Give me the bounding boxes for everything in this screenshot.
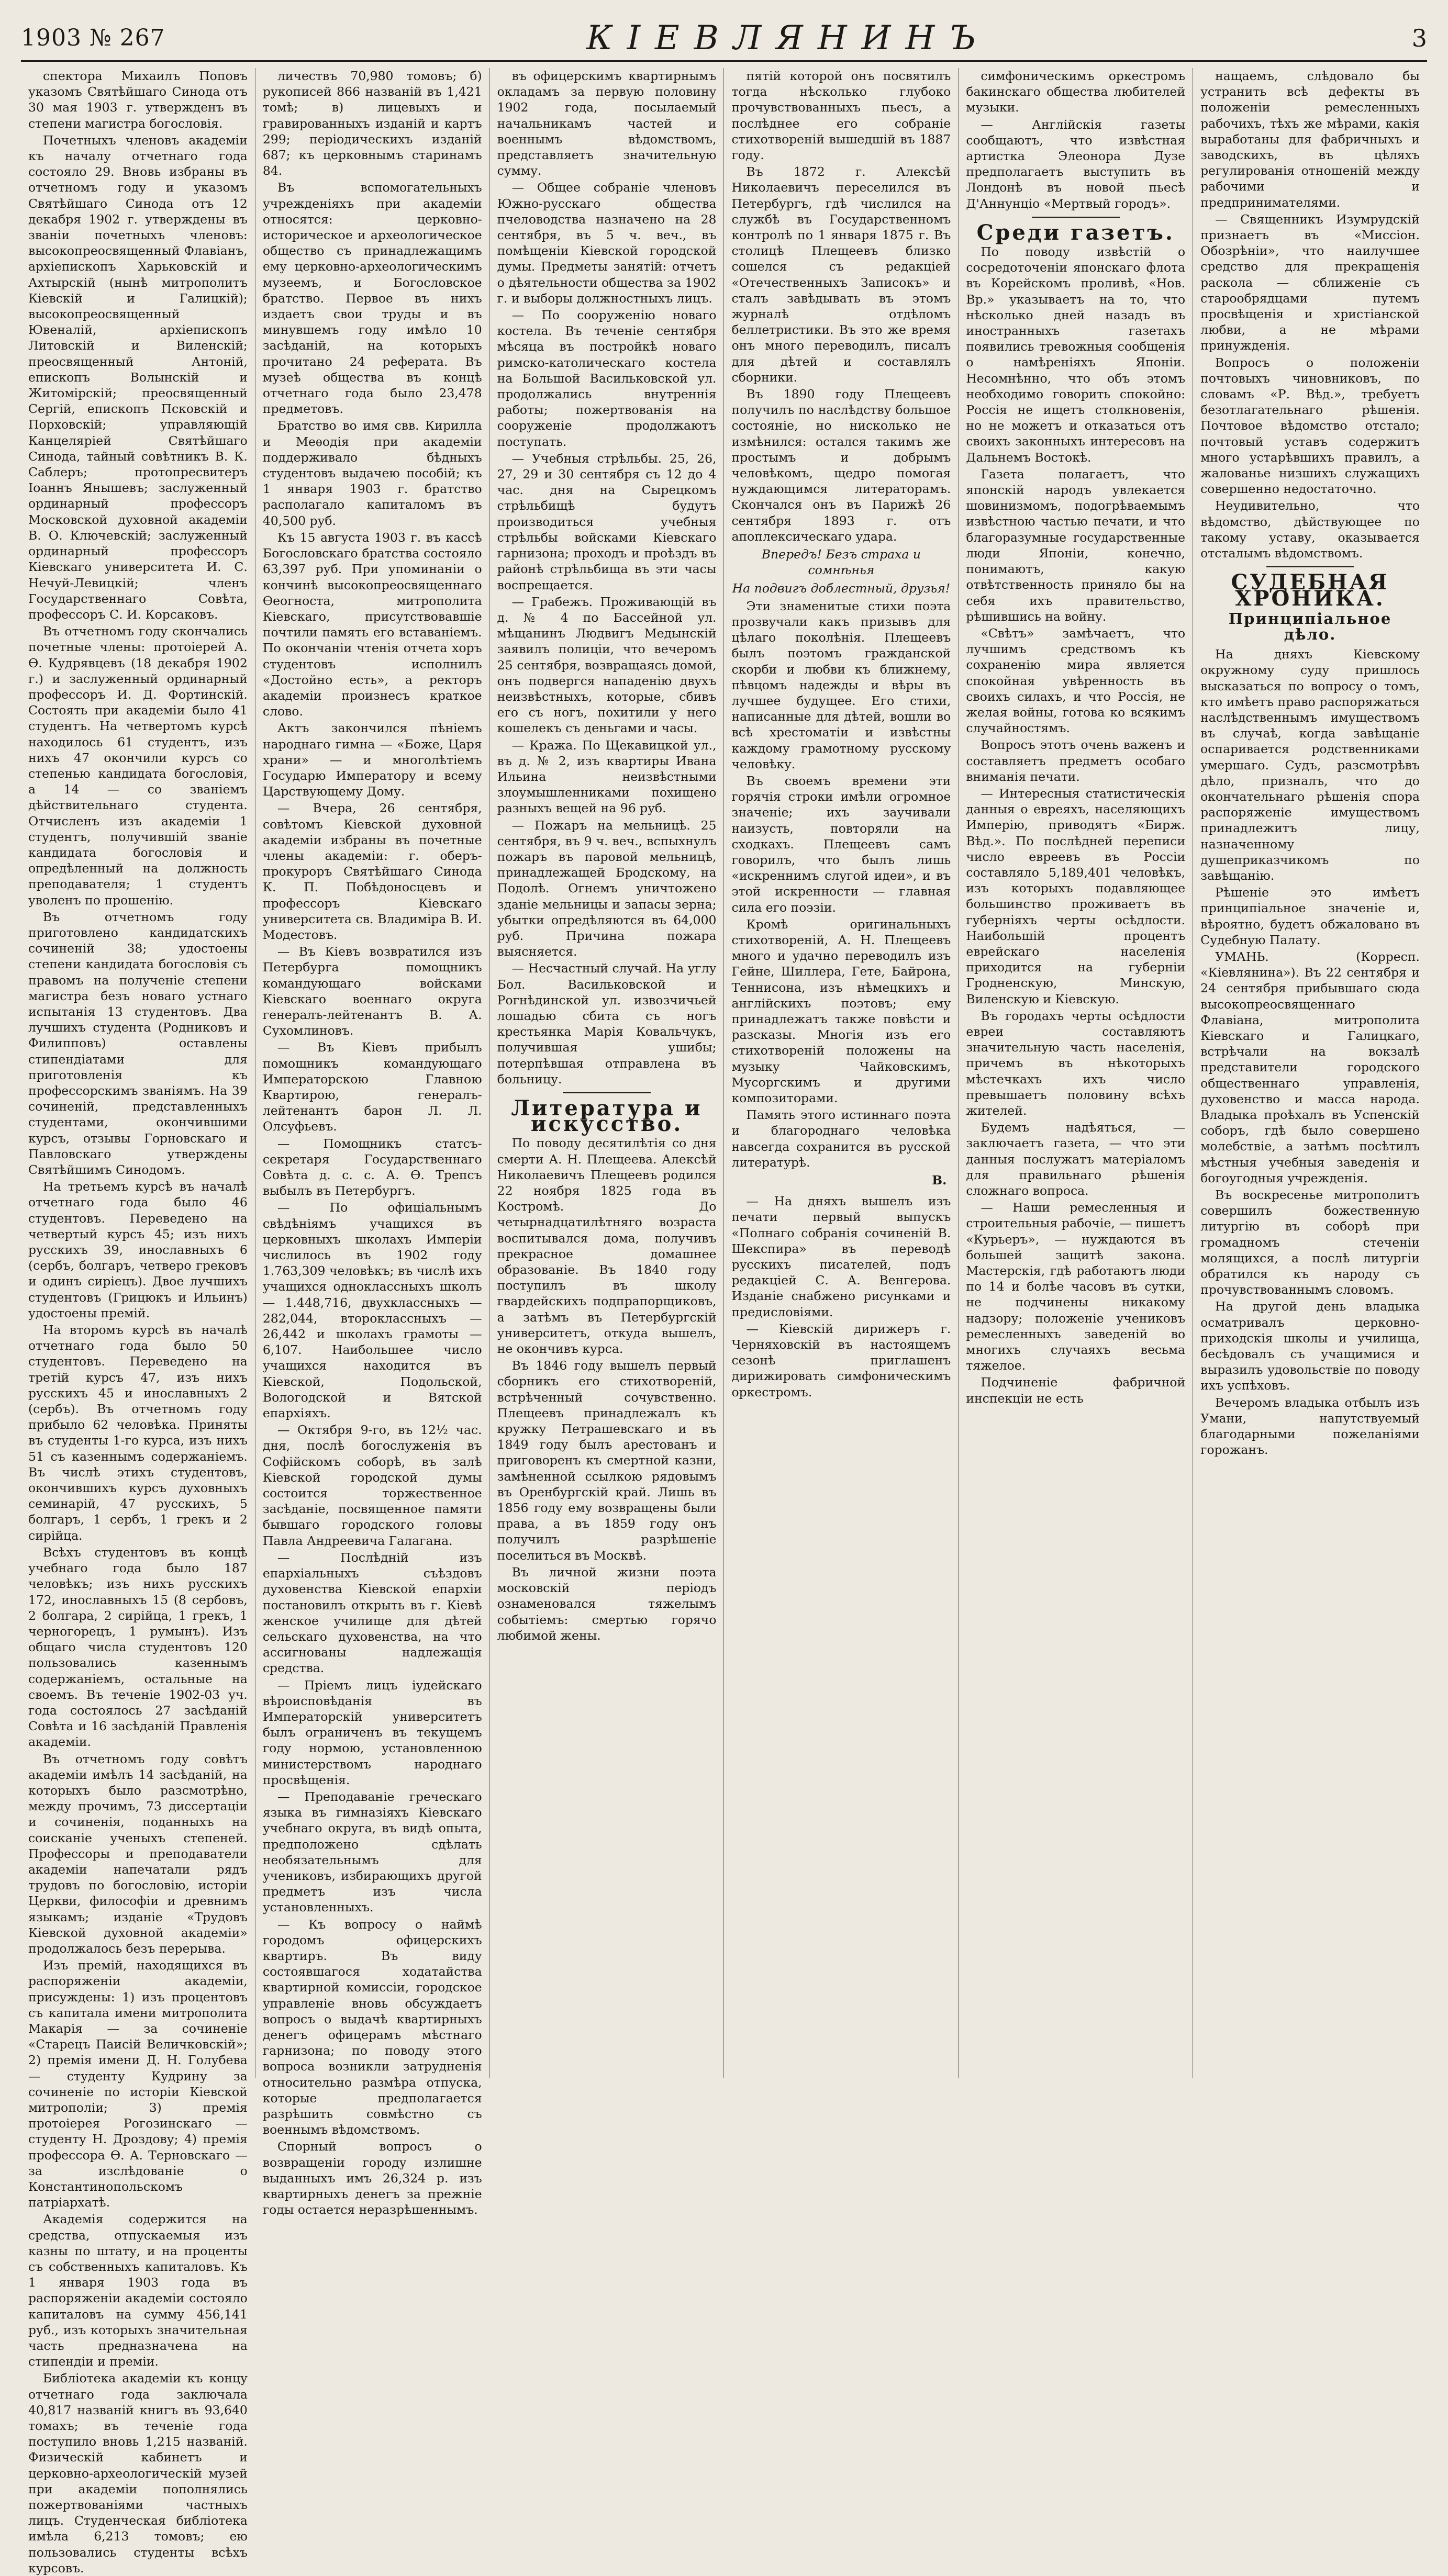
page-number: 3 xyxy=(1411,24,1427,52)
article-paragraph: — Общее собраніе членовъ Южно-русскаго общества пчеловодства назначено на 28 сентября, въ 5 ч. веч., въ помѣщеніи Кіевской городской думы. Предметы занятій: отчетъ о дѣятельности общества за 1902 г. и выборы должностныхъ лицъ. xyxy=(497,180,717,306)
article-paragraph: Въ 1890 году Плещеевъ получилъ по наслѣдству большое состояніе, но нисколько не измѣнился: остался такимъ же простымъ и добрымъ человѣкомъ, щедро помогая нуждающимся литераторамъ. Скончался онъ въ Парижѣ 26 сентября 1893 г. отъ апоплексическаго удара. xyxy=(731,387,951,544)
article-paragraph: Спорный вопросъ о возвращеніи городу излишне выданныхъ имъ 26,324 р. изъ квартирныхъ денегъ за прежніе годы остается неразрѣшеннымъ. xyxy=(262,2139,482,2217)
article-paragraph: Въ отчетномъ году совѣтъ академіи имѣлъ 14 засѣданій, на которыхъ было разсмотрѣно, между прочимъ, 73 диссертаціи и сочиненія, поданныхъ на соисканіе ученыхъ степеней. Профессоры и преподаватели академіи напечатали рядъ трудовъ по богословію, исторіи Церкви, философіи и древнимъ языкамъ; изданіе «Трудовъ Кіевской духовной академіи» продолжалось безъ перерыва. xyxy=(28,1751,248,1956)
article-paragraph: — На дняхъ вышелъ изъ печати первый выпускъ «Полнаго собранія сочиненій В. Шекспира» въ переводѣ русскихъ писателей, подъ редакціей С. А. Венгерова. Изданіе снабжено рисунками и предисловіями. xyxy=(731,1194,951,1319)
article-paragraph: — Преподаваніе греческаго языка въ гимназіяхъ Кіевскаго учебнаго округа, въ видѣ опыта, предположено сдѣлать необязательнымъ для учениковъ, избирающихъ другой предметъ изъ числа установленныхъ. xyxy=(262,1789,482,1915)
article-paragraph: Память этого истиннаго поэта и благороднаго человѣка навсегда сохранится въ русской литературѣ. xyxy=(731,1107,951,1170)
article-paragraph: — Къ вопросу о наймѣ городомъ офицерскихъ квартиръ. Въ виду состоявшагося ходатайства квартирной комиссіи, городское управленіе вновь обсуждаетъ вопросъ о выдачѣ квартирныхъ денегъ офицерамъ мѣстнаго гарнизона; по поводу этого вопроса возникли затрудненія относительно размѣра отпуска, которые предполагается разрѣшить совмѣстно съ военнымъ вѣдомствомъ. xyxy=(262,1917,482,2137)
article-paragraph: — Священникъ Изумрудскій признаетъ въ «Миссіон. Обозрѣніи», что наилучшее средство для прекращенія раскола — сближеніе съ старообрядцами путемъ просвѣщенія и христіанской любви, а не мѣрами принужденія. xyxy=(1200,211,1420,353)
section-heading: СУДЕБНАЯ ХРОНИКА. xyxy=(1231,570,1389,611)
article-paragraph: Въ вспомогательныхъ учрежденіяхъ при академіи относятся: церковно-историческое и археологическое общество съ принадлежащимъ ему церковно-археологическимъ музеемъ, и Богословское братство. Первое въ нихъ издаетъ свои труды и въ минувшемъ году имѣло 10 засѣданій, на которыхъ прочитано 24 реферата. Въ музеѣ общества въ концѣ отчетнаго года было 23,478 предметовъ. xyxy=(262,180,482,417)
article-paragraph: «Свѣтъ» замѣчаетъ, что лучшимъ средствомъ къ сохраненію мира является спокойная увѣренность въ своихъ силахъ, и что Россія, не желая войны, готова ко всякимъ случайностямъ. xyxy=(966,625,1186,736)
article-paragraph: Будемъ надѣяться, — заключаетъ газета, — что эти данныя послужатъ матеріаломъ для правильнаго рѣшенія сложнаго вопроса. xyxy=(966,1120,1186,1199)
article-paragraph: На третьемъ курсѣ въ началѣ отчетнаго года было 46 студентовъ. Переведено на четвертый курсъ 45; изъ нихъ русскихъ 39, инославныхъ 6 (сербъ, болгаръ, четверо грековъ и одинъ сиріецъ). Двое лучшихъ студентовъ (Грицюкъ и Ильинъ) удостоены премій. xyxy=(28,1179,248,1320)
column-5 xyxy=(959,68,1193,2078)
article-paragraph: личествъ 70,980 томовъ; б) рукописей 866 названій въ 1,421 томѣ; в) лицевыхъ и гравированныхъ изданій и картъ 299; періодическихъ изданій 687; къ церковнымъ старинамъ 84. xyxy=(262,69,482,178)
article-paragraph: — Интересныя статистическія данныя о евреяхъ, населяющихъ Имперію, приводятъ «Бирж. Вѣд.». По послѣдней переписи число евреевъ въ Россіи составляло 5,189,401 человѣкъ, изъ которыхъ подавляющее большинство проживаетъ въ губерніяхъ черты осѣдлости. Наибольшій процентъ еврейскаго населенія приходится на губерніи Гродненскую, Минскую, Виленскую и Кіевскую. xyxy=(966,786,1186,1006)
column-3 xyxy=(490,68,725,2078)
masthead xyxy=(21,16,1427,62)
article-paragraph: Въ воскресенье митрополитъ совершилъ божественную литургію въ соборѣ при громадномъ стеченіи молящихся, а послѣ литургіи обратился къ народу съ прочувствованнымъ словомъ. xyxy=(1200,1188,1420,1297)
article-paragraph: Библіотека академіи къ концу отчетнаго года заключала 40,817 названій книгъ въ 93,640 томахъ; въ теченіе года поступило вновь 1,215 названій. Физическій кабинетъ и церковно-археологическій музей при академіи пополнялись пожертвованіями частныхъ лицъ. Студенческая библіотека имѣла 6,213 томовъ; ею пользовались студенты всѣхъ курсовъ. xyxy=(28,2371,248,2575)
article-paragraph: — Въ Кіевъ прибылъ помощникъ командующаго Императорскою Главною Квартирою, генералъ-лейтенантъ барон Л. Л. Олсуфьевъ. xyxy=(262,1040,482,1134)
article-paragraph: — Кіевскій дирижеръ г. Черняховскій въ настоящемъ сезонѣ приглашенъ дирижировать симфоническимъ оркестромъ. xyxy=(731,1321,951,1399)
article-paragraph: Вопросъ о положеніи почтовыхъ чиновниковъ, по словамъ «Р. Вѣд.», требуетъ безотлагательнаго рѣшенія. Почтовое вѣдомство отстало; почтовый уставъ содержитъ много устарѣвшихъ правилъ, а жалованье низшихъ служащихъ совершенно недостаточно. xyxy=(1200,355,1420,497)
newspaper-title: КІЕВЛЯНИНЪ xyxy=(586,18,991,58)
article-paragraph: Рѣшеніе это имѣетъ принципіальное значеніе и, вѣроятно, будетъ обжаловано въ Судебную Палату. xyxy=(1200,885,1420,947)
article-paragraph: пятій которой онъ посвятилъ тогда нѣсколько глубоко прочувствованныхъ пьесъ, а послѣднее его собраніе стихотвореній вышедшій въ 1887 году. xyxy=(731,69,951,163)
column-2 xyxy=(255,68,490,2217)
article-paragraph: нащаемъ, слѣдовало бы устранить всѣ дефекты въ положеніи ремесленныхъ рабочихъ, тѣхъ же мѣрами, какія выработаны для фабричныхъ и заводскихъ, въ цѣляхъ регулированія отношеній между рабочими и предпринимателями. xyxy=(1200,69,1420,210)
divider xyxy=(1266,566,1354,567)
article-paragraph: По поводу десятилѣтія со дня смерти А. Н. Плещеева. Алексѣй Николаевичъ Плещеевъ родился 22 ноября 1825 года въ Костромѣ. До четырнадцатилѣтняго возраста воспитывался дома, получивъ прекрасное домашнее образованіе. Въ 1840 году поступилъ въ школу гвардейскихъ подпрапорщиковъ, а затѣмъ въ Петербургскій университетъ, откуда вышелъ, не окончивъ курса. xyxy=(497,1136,717,1357)
text-columns xyxy=(21,68,1427,2575)
divider xyxy=(563,1092,651,1093)
article-paragraph: — Вчера, 26 сентября, совѣтомъ Кіевской духовной академіи избраны въ почетные члены академіи: г. оберъ-прокуроръ Святѣйшаго Синода К. П. Побѣдоносцевъ и профессоръ Кіевскаго университета св. Владиміра В. И. Модестовъ. xyxy=(262,801,482,942)
article-paragraph: Подчиненіе фабричной инспекціи не есть xyxy=(966,1375,1186,1406)
article-paragraph: По поводу извѣстій о сосредоточеніи японскаго флота въ Корейскомъ проливѣ, «Нов. Вр.» указываетъ на то, что нѣсколько дней назадъ въ иностранныхъ газетахъ появились тревожныя сообщенія о намѣреніяхъ Японіи. Несомнѣнно, что объ этомъ необходимо говорить спокойно: Россія не ищетъ столкновенія, но не можетъ и отказаться отъ своихъ законныхъ интересовъ на Дальнемъ Востокѣ. xyxy=(966,244,1186,465)
article-paragraph: Газета полагаетъ, что японскій народъ увлекается шовинизмомъ, подогрѣваемымъ извѣстною частью печати, и что благоразумные государственные люди Японіи, конечно, понимаютъ, какую отвѣтственность приняло бы на себя ихъ правительство, рѣшившись на войну. xyxy=(966,466,1186,624)
article-paragraph: Кромѣ оригинальныхъ стихотвореній, А. Н. Плещеевъ много и удачно переводилъ изъ Гейне, Шиллера, Гете, Байрона, Теннисона, изъ нѣмецкихъ и англійскихъ поэтовъ; ему принадлежатъ также повѣсти и разсказы. Многія изъ его стихотвореній положены на музыку Чайковскимъ, Мусоргскимъ и другими композиторами. xyxy=(731,916,951,1105)
article-paragraph: Въ личной жизни поэта московскій періодъ ознаменовался тяжелымъ событіемъ: смертью горячо любимой жены. xyxy=(497,1564,717,1643)
article-paragraph: Въ 1872 г. Алексѣй Николаевичъ переселился въ Петербургъ, гдѣ числился на службѣ въ Государственномъ контролѣ по 1 января 1875 г. Въ столицѣ Плещеевъ близко сошелся съ редакціей «Отечественныхъ Записокъ» и сталъ завѣдывать въ этомъ журналѣ отдѣломъ беллетристики. Въ это же время онъ много переводилъ, писалъ для дѣтей и составлялъ сборники. xyxy=(731,164,951,385)
article-paragraph: — Наши ремесленныя и строительныя рабочіе, — пишетъ «Курьеръ», — нуждаются въ большей защитѣ закона. Мастерскія, гдѣ работаютъ люди по 14 и болѣе часовъ въ сутки, не подчинены никакому надзору; положеніе учениковъ ремесленныхъ заведеній во многихъ случаяхъ весьма тяжелое. xyxy=(966,1200,1186,1373)
article-paragraph: Къ 15 августа 1903 г. въ кассѣ Богословскаго братства состояло 63,397 руб. При упоминаніи о кончинѣ высокопреосвященнаго Ѳеогноста, митрополита Кіевскаго, присутствовавшіе почтили память его вставаніемъ. По окончаніи чтенія отчета хоръ студентовъ исполнилъ «Достойно есть», а ректоръ академіи произнесъ краткое слово. xyxy=(262,530,482,719)
article-paragraph: Вечеромъ владыка отбылъ изъ Умани, напутствуемый благодарными пожеланіями горожанъ. xyxy=(1200,1395,1420,1458)
article-paragraph: — Грабежъ. Проживающій въ д. № 4 по Бассейной ул. мѣщанинъ Людвигъ Медынскій заявилъ полиціи, что вечеромъ 25 сентября, возвращаясь домой, онъ подвергся нападенію двухъ неизвѣстныхъ, которые, сбивъ его съ ногъ, похитили у него кошелекъ съ деньгами и часы. xyxy=(497,594,717,736)
article-paragraph: — По офиціальнымъ свѣдѣніямъ учащихся въ церковныхъ школахъ Имперіи числилось въ 1902 году 1.763,309 человѣкъ; въ числѣ ихъ учащихся одноклассныхъ школъ — 1.448,716, двухклассныхъ — 282,044, второклассныхъ — 26,442 и школахъ грамоты — 6,107. Наибольшее число учащихся находится въ Кіевской, Подольской, Вологодской и Вятской епархіяхъ. xyxy=(262,1200,482,1421)
article-paragraph: Въ городахъ черты осѣдлости евреи составляютъ значительную часть населенія, причемъ въ нѣкоторыхъ мѣстечкахъ ихъ число превышаетъ половину всѣхъ жителей. xyxy=(966,1008,1186,1118)
article-paragraph: УМАНЬ. (Корресп. «Кіевлянина»). Въ 22 сентября и 24 сентября прибывшаго сюда высокопреосвященнаго Флавіана, митрополита Кіевскаго и Галицкаго, встрѣчали на вокзалѣ представители городского общественнаго управленія, духовенство и масса народа. Владыка проѣхалъ въ Успенскій соборъ, гдѣ было совершено молебствіе, а затѣмъ посѣтилъ мѣстныя учебныя заведенія и богоугодныя учрежденія. xyxy=(1200,949,1420,1185)
issue-number: 1903 № 267 xyxy=(21,25,165,51)
poem-line: Впередъ! Безъ страха и сомнѣнья xyxy=(761,547,921,578)
article-paragraph: Изъ премій, находящихся въ распоряженіи академіи, присуждены: 1) изъ процентовъ съ капитала имени митрополита Макарія — за сочиненіе «Старецъ Паисій Величковскій»; 2) премія имени Д. Н. Голубева — студенту Кудрину за сочиненіе по исторіи Кіевской митрополіи; 3) премія протоіерея Рогозинскаго — студенту Н. Дроздову; 4) премія профессора Ѳ. А. Терновскаго — за изслѣдованіе о Константинопольскомъ патріархатѣ. xyxy=(28,1958,248,2210)
article-paragraph: Въ отчетномъ году скончались почетные члены: протоіерей А. Ѳ. Кудрявцевъ (18 декабря 1902 г.) и заслуженный ординарный профессоръ И. Д. Фортинскій. Состоять при академіи было 41 студентъ. На четвертомъ курсѣ находилось 61 студентъ, изъ нихъ 47 окончили курсъ со степенью кандидата богословія, а 14 — со званіемъ дѣйствительнаго студента. Отчисленъ изъ академіи 1 студентъ, получившій званіе кандидата богословія и опредѣленный на должность преподавателя; 1 студентъ уволенъ по прошенію. xyxy=(28,624,248,908)
article-paragraph: — Октября 9-го, въ 12½ час. дня, послѣ богослуженія въ Софійскомъ соборѣ, въ залѣ Кіевской городской думы состоится торжественное засѣданіе, посвященное памяти бывшаго городского головы Павла Андреевича Галагана. xyxy=(262,1423,482,1548)
column-1 xyxy=(21,68,255,2575)
section-heading: Литература и искусство. xyxy=(511,1096,703,1137)
article-paragraph: — Послѣдній изъ епархіальныхъ съѣздовъ духовенства Кіевской епархіи постановилъ открыть въ г. Кіевѣ женское училище для дѣтей сельскаго духовенства, на что ассигнованы надлежащія средства. xyxy=(262,1550,482,1676)
article-paragraph: — Въ Кіевъ возвратился изъ Петербурга помощникъ командующаго войсками Кіевскаго военнаго округа генералъ-лейтенантъ В. А. Сухомлиновъ. xyxy=(262,944,482,1038)
author-signature: В. xyxy=(932,1173,947,1188)
article-paragraph: На другой день владыка осматривалъ церковно-приходскія школы и училища, бесѣдовалъ съ учащимися и выразилъ удовольствіе по поводу ихъ успѣховъ. xyxy=(1200,1299,1420,1393)
article-paragraph: Въ своемъ времени эти горячія строки имѣли огромное значеніе; ихъ заучивали наизусть, повторяли на сходкахъ. Плещеевъ самъ говорилъ, что былъ лишь «искреннимъ слугой идеи», и въ этой искренности — главная сила его поэзіи. xyxy=(731,773,951,915)
article-paragraph: симфоническимъ оркестромъ бакинскаго общества любителей музыки. xyxy=(966,69,1186,115)
article-paragraph: — Пріемъ лицъ іудейскаго вѣроисповѣданія въ Императорскій университетъ былъ ограниченъ въ текущемъ году нормою, установленною министерствомъ народнаго просвѣщенія. xyxy=(262,1677,482,1787)
article-paragraph: На второмъ курсѣ въ началѣ отчетнаго года было 50 студентовъ. Переведено на третій курсъ 47, изъ нихъ русскихъ 45 и инославныхъ 2 (сербъ). Въ отчетномъ году прибыло 62 человѣка. Приняты въ студенты 1-го курса, изъ нихъ 51 съ казеннымъ содержаніемъ. Въ числѣ этихъ студентовъ, окончившихъ курсъ духовныхъ семинарій, 47 русскихъ, 5 болгаръ, 1 сербъ, 1 грекъ и 2 сирійца. xyxy=(28,1323,248,1543)
poem-line: На подвигъ доблестный, друзья! xyxy=(732,580,951,596)
article-paragraph: Эти знаменитые стихи поэта прозвучали какъ призывъ для цѣлаго поколѣнія. Плещеевъ былъ поэтомъ гражданской скорби и любви къ ближнему, пѣвцомъ надежды и вѣры въ лучшее будущее. Его стихи, написанные для дѣтей, вошли во всѣ хрестоматіи и извѣстны каждому грамотному русскому человѣку. xyxy=(731,598,951,771)
article-paragraph: Почетныхъ членовъ академіи къ началу отчетнаго года состояло 29. Вновь избраны въ отчетномъ году и указомъ Святѣйшаго Синода отъ 12 декабря 1902 г. утверждены въ званіи почетныхъ членовъ: высокопреосвященный Флавіанъ, архіепископъ Харьковскій и Ахтырскій (нынѣ митрополитъ Кіевскій и Галицкій); высокопреосвященный Ювеналій, архіепископъ Литовскій и Виленскій; преосвященный Антоній, епископъ Волынскій и Житомірскій; преосвященный Сергій, епископъ Псковскій и Порховскій; управляющій Канцеляріей Святѣйшаго Синода, тайный совѣтникъ В. К. Саблеръ; протопресвитеръ Іоаннъ Янышевъ; заслуженный ординарный профессоръ Московской духовной академіи В. О. Ключевскій; заслуженный ординарный профессоръ Кіевскаго университета И. С. Нечуй-Левицкій; членъ Государственнаго Совѣта, профессоръ С. И. Корсаковъ. xyxy=(28,132,248,622)
article-paragraph: Неудивительно, что вѣдомство, дѣйствующее по такому уставу, оказывается отсталымъ вѣдомствомъ. xyxy=(1200,498,1420,561)
article-paragraph: Вопросъ этотъ очень важенъ и составляетъ предметъ особаго вниманія печати. xyxy=(966,737,1186,784)
column-4 xyxy=(724,68,959,2078)
article-paragraph: — Пожаръ на мельницѣ. 25 сентября, въ 9 ч. веч., вспыхнулъ пожаръ въ паровой мельницѣ, принадлежащей Бродскому, на Подолѣ. Огнемъ уничтожено зданіе мельницы и запасы зерна; убытки опредѣляются въ 64,000 руб. Причина пожара выясняется. xyxy=(497,817,717,959)
article-paragraph: — Несчастный случай. На углу Бол. Васильковской и Рогнѣдинской ул. извозчичьей лошадью сбита съ ногъ крестьянка Марія Ковальчукъ, получившая ушибы; потерпѣвшая отправлена въ больницу. xyxy=(497,961,717,1087)
article-paragraph: Всѣхъ студентовъ въ концѣ учебнаго года было 187 человѣкъ; изъ нихъ русскихъ 172, инославныхъ 15 (8 сербовъ, 2 болгара, 2 сирійца, 1 грекъ, 1 черногорецъ, 1 румынъ). Изъ общаго числа студентовъ 120 пользовались казеннымъ содержаніемъ, остальные на своемъ. Въ теченіе 1902-03 уч. года состоялось 27 засѣданій Совѣта и 16 засѣданій Правленія академіи. xyxy=(28,1544,248,1750)
article-paragraph: — Кража. По Щекавицкой ул., въ д. № 2, изъ квартиры Ивана Ильина неизвѣстными злоумышленниками похищено разныхъ вещей на 96 руб. xyxy=(497,737,717,816)
article-paragraph: На дняхъ Кіевскому окружному суду пришлось высказаться по вопросу о томъ, кто имѣетъ право распоряжаться наслѣдственнымъ имуществомъ въ случаѣ, когда завѣщаніе оспаривается родственниками умершаго. Судъ, разсмотрѣвъ дѣло, призналъ, что до окончательнаго рѣшенія спора распоряженіе имуществомъ принадлежитъ лицу, назначенному душеприказчикомъ по завѣщанію. xyxy=(1200,647,1420,883)
divider xyxy=(1032,217,1120,218)
article-paragraph: въ офицерскимъ квартирнымъ окладамъ за первую половину 1902 года, посылаемый начальникамъ частей и военнымъ вѣдомствомъ, представляетъ значительную сумму. xyxy=(497,69,717,178)
article-paragraph: — По сооруженію новаго костела. Въ теченіе сентября мѣсяца въ постройкѣ новаго римско-католическаго костела на Большой Васильковской ул. продолжались внутреннія работы; пожертвованія на сооруженіе продолжаютъ поступать. xyxy=(497,308,717,449)
article-paragraph: Въ отчетномъ году приготовлено кандидатскихъ сочиненій 38; удостоены степени кандидата богословія съ правомъ на полученіе степени магистра безъ новаго устнаго испытанія 13 студентовъ. Два лучшихъ студента (Родниковъ и Филипповъ) оставлены стипендіатами для приготовленія къ профессорскимъ званіямъ. На 39 сочиненій, представленныхъ студентами, окончившими курсъ, отзывы Горновскаго и Павловскаго утверждены Святѣйшимъ Синодомъ. xyxy=(28,909,248,1178)
article-paragraph: Братство во имя свв. Кирилла и Меѳодія при академіи поддерживало бѣдныхъ студентовъ выдачею пособій; къ 1 января 1903 г. братство располагало капиталомъ въ 40,500 руб. xyxy=(262,418,482,528)
article-paragraph: — Помощникъ статсъ-секретаря Государственнаго Совѣта д. с. с. А. Ѳ. Трепсъ выбылъ въ Петербургъ. xyxy=(262,1136,482,1199)
article-paragraph: Въ 1846 году вышелъ первый сборникъ его стихотвореній, встрѣченный сочувственно. Плещеевъ принадлежалъ къ кружку Петрашевскаго и въ 1849 году былъ арестованъ и приговоренъ къ смертной казни, замѣненной ссылкою рядовымъ въ Оренбургскій край. Лишь въ 1856 году ему возвращены были права, а въ 1859 году онъ получилъ разрѣшеніе поселиться въ Москвѣ. xyxy=(497,1358,717,1563)
article-paragraph: — Англійскія газеты сообщаютъ, что извѣстная артистка Элеонора Дузе предполагаетъ выступить въ Лондонѣ въ новой пьесѣ Д'Аннунціо «Мертвый городъ». xyxy=(966,117,1186,211)
subsection-heading: Принципіальное дѣло. xyxy=(1228,609,1392,643)
column-6 xyxy=(1193,68,1427,2078)
article-paragraph: — Учебныя стрѣльбы. 25, 26, 27, 29 и 30 сентября съ 12 до 4 час. дня на Сырецкомъ стрѣльбищѣ будутъ производиться учебныя стрѣльбы войсками Кіевскаго гарнизона; проходъ и проѣздъ въ районѣ стрѣльбища въ эти часы воспрещается. xyxy=(497,451,717,592)
article-paragraph: Академія содержится на средства, отпускаемыя изъ казны по штату, и на проценты съ собственныхъ капиталовъ. Къ 1 января 1903 года въ распоряженіи академіи состояло капиталовъ на сумму 456,141 руб., изъ которыхъ значительная часть предназначена на стипендіи и преміи. xyxy=(28,2212,248,2369)
article-paragraph: спектора Михаилъ Поповъ указомъ Святѣйшаго Синода отъ 30 мая 1903 г. утвержденъ въ степени магистра богословія. xyxy=(28,69,248,131)
article-paragraph: Актъ закончился пѣніемъ народнаго гимна — «Боже, Царя храни» — и многолѣтіемъ Государю Императору и всему Царствующему Дому. xyxy=(262,721,482,799)
section-heading: Среди газетъ. xyxy=(976,220,1175,245)
